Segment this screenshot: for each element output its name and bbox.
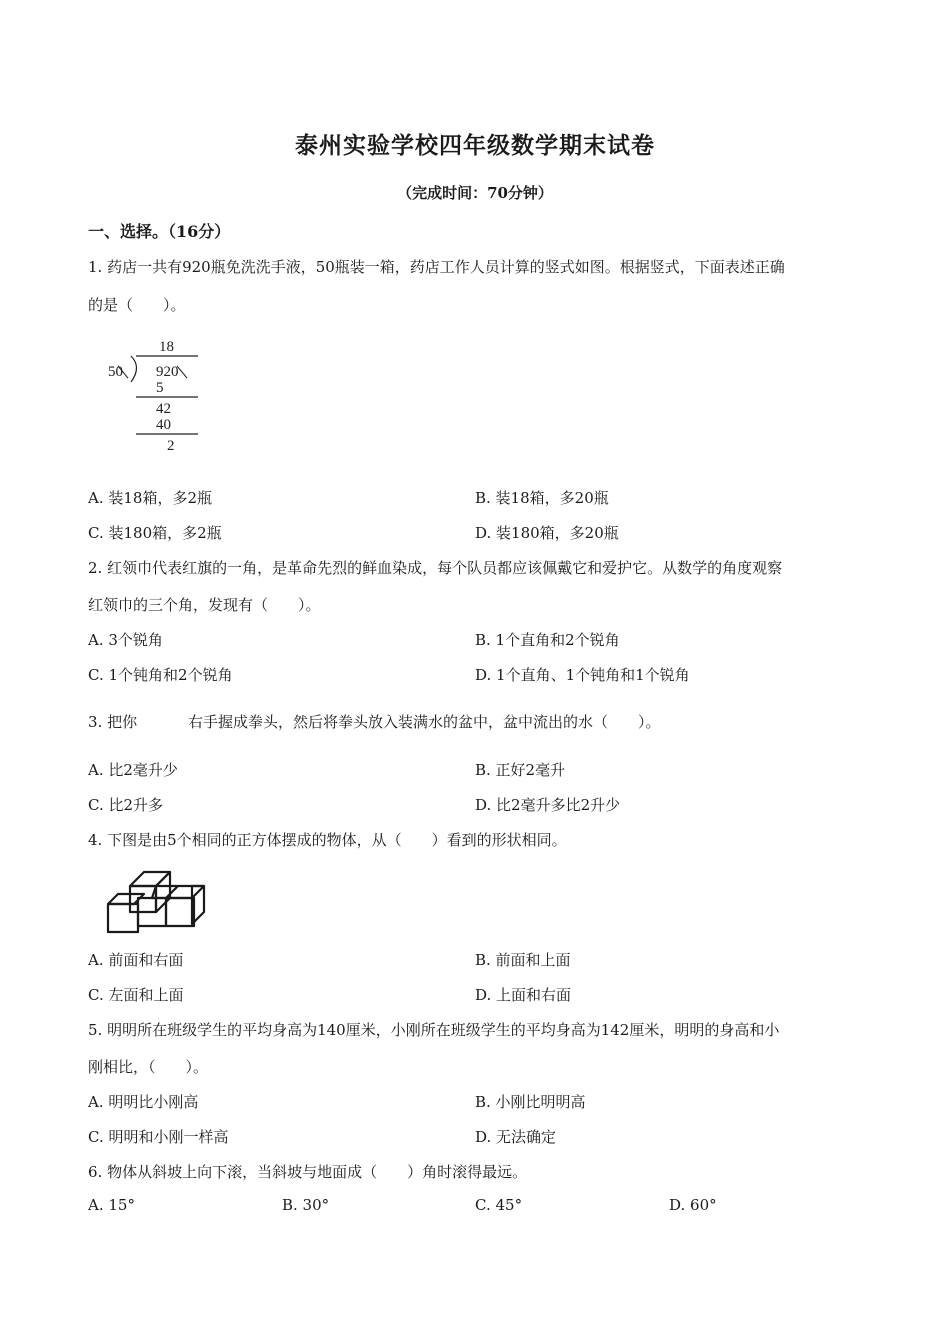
division-dividend: 920	[156, 364, 179, 380]
q1-option-b[interactable]: B. 装18箱，多20瓶	[475, 489, 609, 507]
q2-option-a[interactable]: A. 3个锐角	[88, 631, 163, 649]
q2-option-d[interactable]: D. 1个直角、1个钝角和1个锐角	[475, 666, 690, 684]
division-step-1: 5	[156, 380, 164, 396]
long-division-figure	[104, 334, 204, 458]
q2-option-b[interactable]: B. 1个直角和2个锐角	[475, 631, 620, 649]
question-2-line-2: 红领巾的三个角，发现有（ ）。	[88, 596, 321, 614]
question-5-line-2: 刚相比，（ ）。	[88, 1058, 209, 1076]
question-6-line-1: 6. 物体从斜坡上向下滚，当斜坡与地面成（ ）角时滚得最远。	[88, 1163, 528, 1181]
q6-option-c[interactable]: C. 45°	[475, 1196, 523, 1214]
division-quotient: 18	[159, 339, 174, 355]
q4-option-a[interactable]: A. 前面和右面	[88, 951, 184, 969]
q4-option-c[interactable]: C. 左面和上面	[88, 986, 184, 1004]
section-heading: 一、选择。（16分）	[88, 222, 231, 241]
q6-option-a[interactable]: A. 15°	[88, 1196, 135, 1214]
page-subtitle: （完成时间：70分钟）	[397, 184, 553, 202]
division-divisor: 50	[108, 364, 123, 380]
back-row-top	[152, 886, 204, 898]
question-5-line-1: 5. 明明所在班级学生的平均身高为140厘米，小刚所在班级学生的平均身高为142厘米，明明的身高和小	[88, 1021, 780, 1039]
q5-option-a[interactable]: A. 明明比小刚高	[88, 1093, 199, 1111]
division-bracket	[131, 356, 137, 382]
q3-option-b[interactable]: B. 正好2毫升	[475, 761, 566, 779]
q3-option-a[interactable]: A. 比2毫升少	[88, 761, 178, 779]
question-3-text-end: 右手握成拳头，然后将拳头放入装满水的盆中，盆中流出的水（ ）。	[188, 713, 661, 731]
q5-option-c[interactable]: C. 明明和小刚一样高	[88, 1128, 229, 1146]
q6-option-b[interactable]: B. 30°	[282, 1196, 330, 1214]
question-1-line-2: 的是（ ）。	[88, 296, 186, 314]
q3-option-d[interactable]: D. 比2毫升多比2升少	[475, 796, 621, 814]
q4-option-b[interactable]: B. 前面和上面	[475, 951, 571, 969]
q6-option-d[interactable]: D. 60°	[669, 1196, 717, 1214]
q1-option-d[interactable]: D. 装180箱，多20瓶	[475, 524, 619, 542]
q2-option-c[interactable]: C. 1个钝角和2个锐角	[88, 666, 233, 684]
question-2-line-1: 2. 红领巾代表红旗的一角，是革命先烈的鲜血染成，每个队员都应该佩戴它和爱护它。从数学的角度观察	[88, 559, 783, 577]
top-cube-side	[156, 872, 170, 912]
question-3-text-start: 3. 把你	[88, 713, 138, 731]
dividend-cancel-mark	[177, 366, 187, 378]
question-4-line-1: 4. 下图是由5个相同的正方体摆成的物体，从（ ）看到的形状相同。	[88, 831, 567, 849]
division-remainder-1: 42	[156, 401, 171, 417]
q5-option-b[interactable]: B. 小刚比明明高	[475, 1093, 586, 1111]
front-left-cube	[108, 904, 138, 932]
division-step-2: 40	[156, 417, 171, 433]
q3-option-c[interactable]: C. 比2升多	[88, 796, 164, 814]
q1-option-c[interactable]: C. 装180箱，多2瓶	[88, 524, 222, 542]
question-1-line-1: 1. 药店一共有920瓶免洗洗手液，50瓶装一箱，药店工作人员计算的竖式如图。根据竖式，下面表述正确	[88, 258, 785, 276]
q4-option-d[interactable]: D. 上面和右面	[475, 986, 572, 1004]
q5-option-d[interactable]: D. 无法确定	[475, 1128, 557, 1146]
division-remainder-2: 2	[167, 438, 175, 454]
q1-option-a[interactable]: A. 装18箱，多2瓶	[88, 489, 212, 507]
page-title: 泰州实验学校四年级数学期末试卷	[295, 132, 655, 159]
back-row-divider	[166, 886, 178, 898]
front-right-cube	[166, 898, 194, 926]
cubes-figure	[104, 868, 208, 936]
